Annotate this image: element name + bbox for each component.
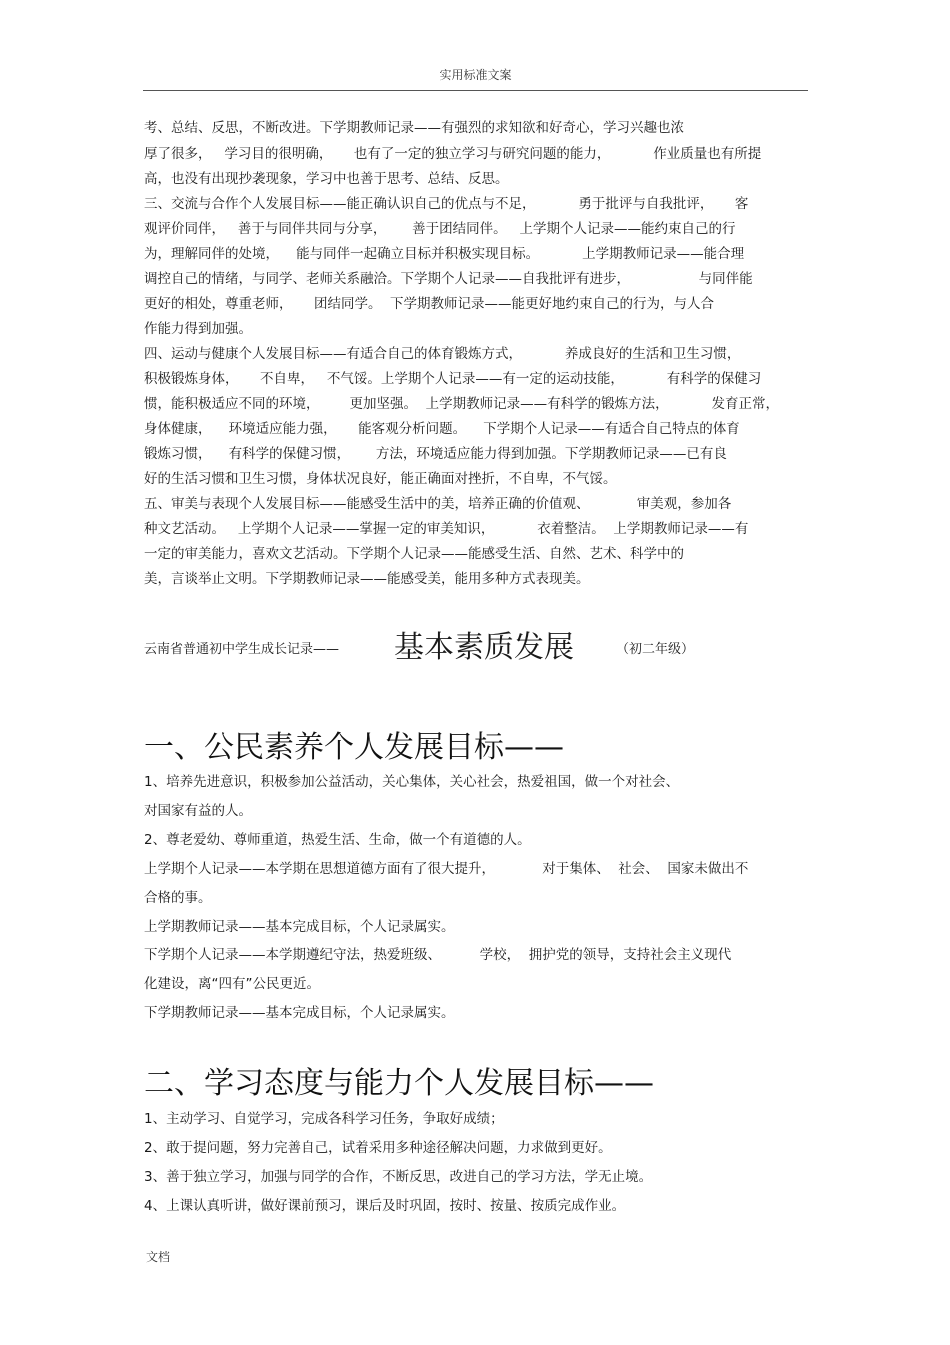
- page-footer: 文档: [146, 1250, 171, 1264]
- paragraph-line: 五、审美与表现个人发展目标——能感受生活中的美，培养正确的价值观、 审美观，参加各: [144, 496, 732, 512]
- paragraph-line: 锻炼习惯， 有科学的保健习惯， 方法，环境适应能力得到加强。下学期教师记录——已有良: [144, 446, 727, 462]
- title-grade: （初二年级）: [616, 642, 695, 657]
- section-heading-learning: 二、学习态度与能力个人发展目标——: [144, 1066, 654, 1101]
- section1-line: 化建设，离“四有”公民更近。: [144, 976, 320, 992]
- paragraph-line: 美，言谈举止文明。下学期教师记录——能感受美，能用多种方式表现美。: [144, 571, 590, 587]
- title-main: 基本素质发展: [394, 630, 574, 665]
- header-divider: [143, 90, 808, 91]
- paragraph-line: 高，也没有出现抄袭现象，学习中也善于思考、总结、反思。: [144, 171, 509, 187]
- paragraph-line: 更好的相处，尊重老师， 团结同学。 下学期教师记录——能更好地约束自己的行为，与人合: [144, 296, 715, 312]
- section1-line: 合格的事。: [144, 890, 212, 906]
- section2-line: 2、敢于提问题，努力完善自己，试着采用多种途径解决问题，力求做到更好。: [144, 1140, 612, 1156]
- section1-line: 2、尊老爱幼、尊师重道，热爱生活、生命，做一个有道德的人。: [144, 832, 531, 848]
- paragraph-line: 惯，能积极适应不同的环境， 更加坚强。 上学期教师记录——有科学的锻炼方法， 发育正常，: [144, 396, 780, 412]
- paragraph-line: 身体健康， 环境适应能力强， 能客观分析问题。 下学期个人记录——有适合自己特点的体育: [144, 421, 740, 437]
- page-header: 实用标准文案: [439, 68, 512, 82]
- section1-line: 下学期教师记录——基本完成目标，个人记录属实。: [144, 1005, 455, 1021]
- section2-line: 4、上课认真听讲，做好课前预习，课后及时巩固，按时、按量、按质完成作业。: [144, 1198, 626, 1214]
- section1-line: 上学期教师记录——基本完成目标，个人记录属实。: [144, 919, 455, 935]
- paragraph-line: 四、运动与健康个人发展目标——有适合自己的体育锻炼方式， 养成良好的生活和卫生习惯，: [144, 346, 741, 362]
- paragraph-line: 调控自己的情绪，与同学、老师关系融洽。下学期个人记录——自我批评有进步， 与同伴能: [144, 271, 753, 287]
- section1-line: 1、培养先进意识，积极参加公益活动，关心集体，关心社会，热爱祖国，做一个对社会、: [144, 774, 680, 790]
- paragraph-line: 三、交流与合作个人发展目标——能正确认识自己的优点与不足， 勇于批评与自我批评， 客: [144, 196, 749, 212]
- section1-line: 下学期个人记录——本学期遵纪守法，热爱班级、 学校， 拥护党的领导，支持社会主义现代: [144, 947, 732, 963]
- section2-line: 1、主动学习、自觉学习，完成各科学习任务，争取好成绩；: [144, 1111, 504, 1127]
- paragraph-line: 厚了很多， 学习目的很明确， 也有了一定的独立学习与研究问题的能力， 作业质量也有所提: [144, 146, 762, 162]
- paragraph-line: 为，理解同伴的处境， 能与同伴一起确立目标并积极实现目标。 上学期教师记录——能合理: [144, 246, 745, 262]
- paragraph-line: 一定的审美能力，喜欢文艺活动。下学期个人记录——能感受生活、自然、艺术、科学中的: [144, 546, 684, 562]
- title-prefix: 云南省普通初中学生成长记录——: [144, 642, 340, 657]
- paragraph-line: 好的生活习惯和卫生习惯，身体状况良好，能正确面对挫折，不自卑，不气馁。: [144, 471, 617, 487]
- paragraph-line: 考、总结、反思，不断改进。下学期教师记录——有强烈的求知欲和好奇心，学习兴趣也浓: [144, 120, 684, 136]
- section1-line: 上学期个人记录——本学期在思想道德方面有了很大提升， 对于集体、 社会、 国家未做出不: [144, 861, 749, 877]
- paragraph-line: 观评价同伴， 善于与同伴共同与分享， 善于团结同伴。 上学期个人记录——能约束自己的行: [144, 221, 736, 237]
- section1-line: 对国家有益的人。: [144, 803, 252, 819]
- paragraph-line: 积极锻炼身体， 不自卑， 不气馁。上学期个人记录——有一定的运动技能， 有科学的保健习: [144, 371, 762, 387]
- paragraph-line: 种文艺活动。 上学期个人记录——掌握一定的审美知识， 衣着整洁。 上学期教师记录——有: [144, 521, 749, 537]
- section2-line: 3、善于独立学习，加强与同学的合作，不断反思，改进自己的学习方法，学无止境。: [144, 1169, 653, 1185]
- paragraph-line: 作能力得到加强。: [144, 321, 252, 337]
- section-heading-civic: 一、公民素养个人发展目标——: [144, 730, 564, 765]
